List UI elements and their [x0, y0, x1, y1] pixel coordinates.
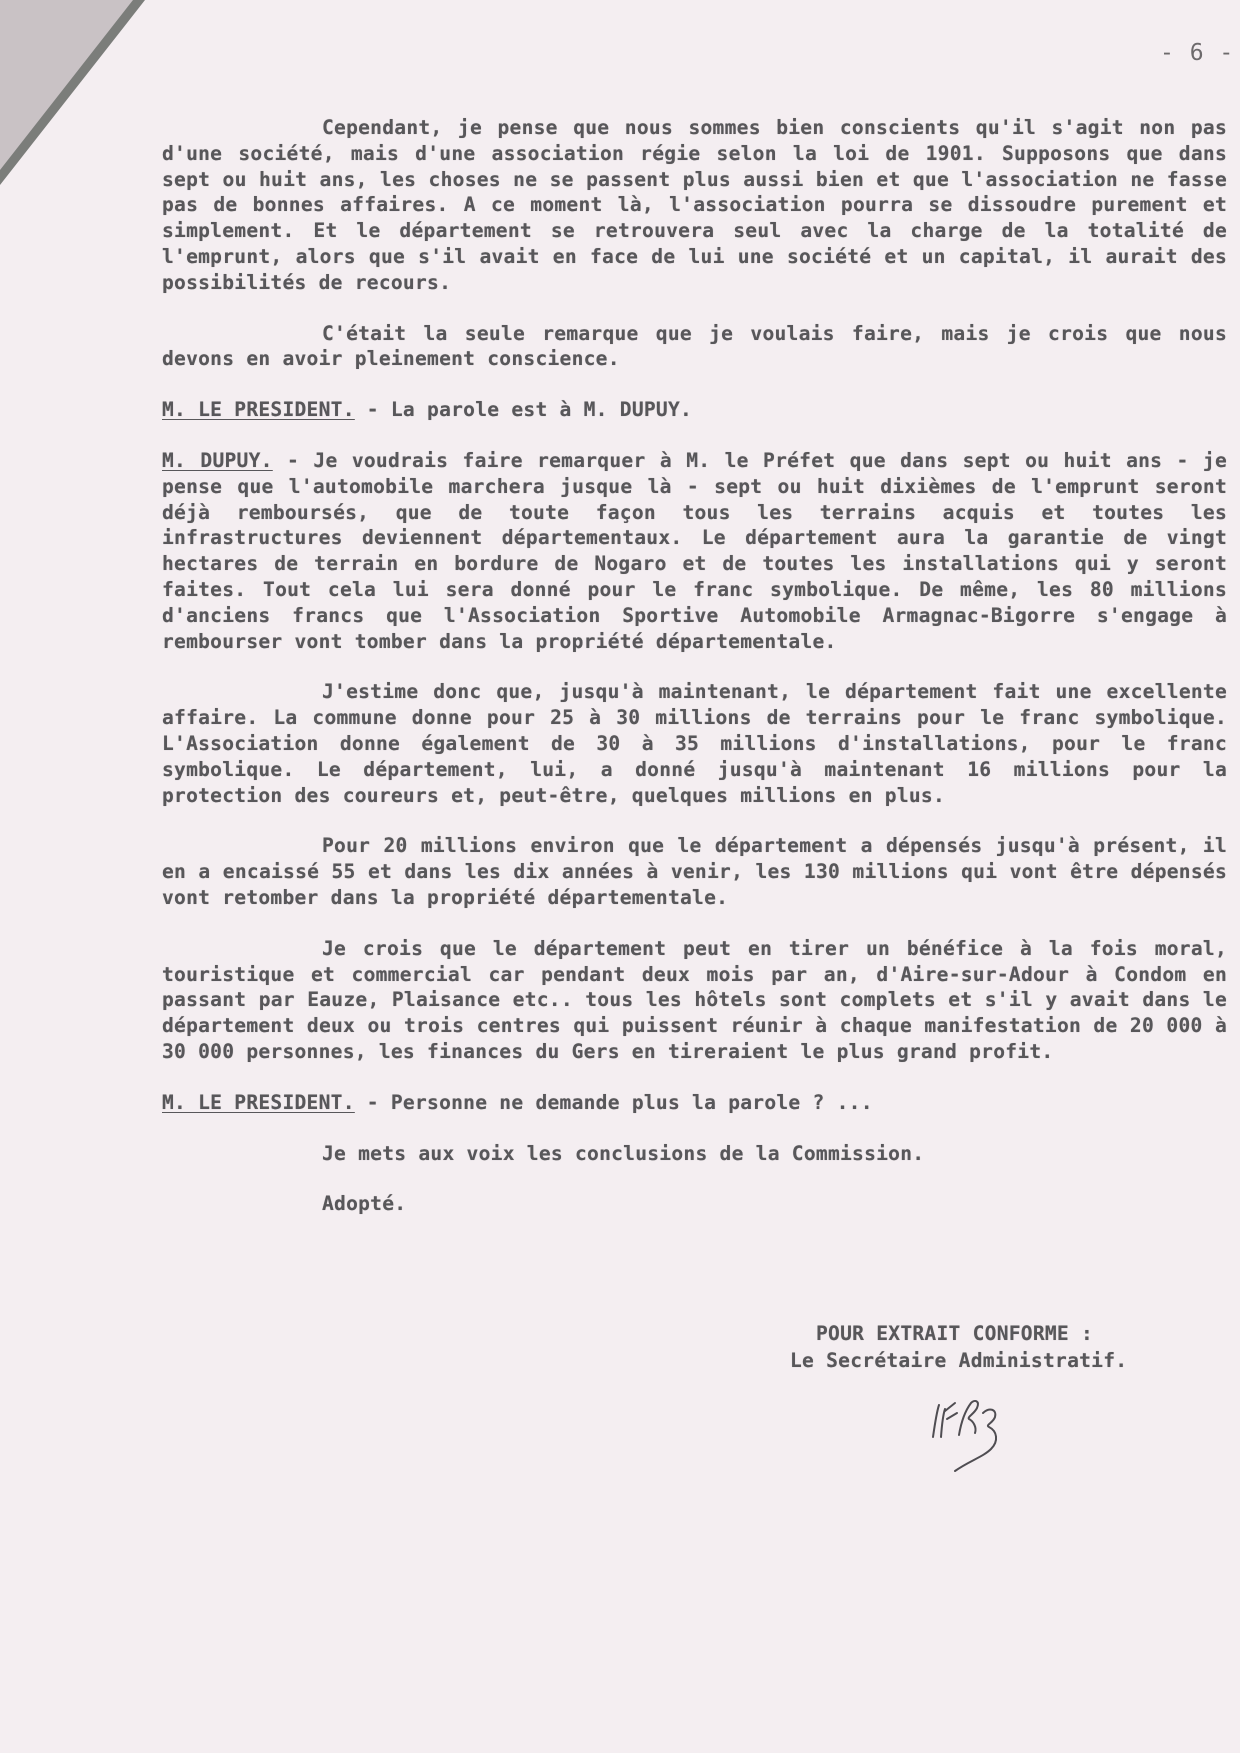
speaker-paragraph-president-2	[162, 1090, 1227, 1116]
paragraph-adopted: Adopté.	[322, 1192, 407, 1216]
speaker-name: M. LE PRESIDENT.	[162, 398, 355, 422]
speaker-paragraph-dupuy	[162, 448, 1227, 654]
folded-corner-highlight	[0, 0, 133, 170]
paragraph-7: Je crois que le département peut en tirer un bénéfice à la fois moral, touristique et commercial car pendant deux mois par an, d'Aire-sur-Adour à Condom en passant par Eauze, Plaisance etc.. tous les hôtels sont complets et s'il y avait dans le département deux ou trois centres qui puissent réunir à chaque manifestation de 20 000 à 30 000 personnes, les finances du Gers en tireraient le plus grand profit.	[162, 936, 1227, 1063]
handwritten-signature-icon	[925, 1375, 1025, 1475]
paragraph-1: Cependant, je pense que nous sommes bien conscients qu'il s'agit non pas d'une société, mais d'une association régie selon la loi de 1901. Supposons que dans sept ou huit ans, les choses ne se passent plus aussi bien et que l'association ne fasse pas de bonnes affaires. A ce moment là, l'association pourra se dissoudre purement et simplement. Et le département se retrouvera seul avec la charge de la totalité de l'emprunt, alors que s'il avait en face de lui une société et un capital, il aurait des possibilités de recours.	[162, 116, 1227, 294]
speech-text: - Je voudrais faire remarquer à M. le Préfet que dans sept ou huit ans - je pense que l'automobile marchera jusque là - sept ou huit dixièmes de l'emprunt seront déjà remboursés, que de toute façon tous les terrains acquis et toutes les infrastructures deviennent départementaux. Le département aura la garantie de vingt hectares de terrain en bordure de Nogaro et de toutes les installations qui y seront faites. Tout cela lui sera donné pour le franc symbolique. De même, les 80 millions d'anciens francs que l'Association Sportive Automobile Armagnac-Bigorre s'engage à rembourser vont tomber dans la propriété départementale.	[162, 448, 1227, 653]
speech-text: - La parole est à M. DUPUY.	[354, 398, 693, 422]
paragraph-2: C'était la seule remarque que je voulais faire, mais je crois que nous devons en avoir pleinement conscience.	[162, 321, 1227, 371]
closing-certification: POUR EXTRAIT CONFORME :	[816, 1322, 1094, 1345]
speech-text: - Personne ne demande plus la parole ? ...	[354, 1090, 873, 1114]
speaker-name: M. LE PRESIDENT.	[162, 1090, 355, 1114]
closing-signatory-title: Le Secrétaire Administratif.	[790, 1349, 1128, 1372]
closing-block	[790, 1320, 1127, 1374]
paragraph-vote: Je mets aux voix les conclusions de la Commission.	[322, 1141, 925, 1165]
paragraph-5: J'estime donc que, jusqu'à maintenant, le département fait une excellente affaire. La commune donne pour 25 à 30 millions de terrains pour le franc symbolique. L'Association donne également de 30 à 35 millions d'installations, pour le franc symbolique. Le département, lui, a donné jusqu'à maintenant 16 millions pour la protection des coureurs et, peut-être, quelques millions en plus.	[162, 680, 1227, 807]
speaker-paragraph-president-1	[162, 397, 1227, 423]
document-body	[162, 115, 1227, 1242]
paragraph-6: Pour 20 millions environ que le département a dépensés jusqu'à présent, il en a encaissé 55 et dans les dix années à venir, les 130 millions qui vont être dépensés vont retomber dans la propriété départementale.	[162, 834, 1227, 909]
page-number: - 6 -	[1160, 40, 1235, 66]
speaker-name: M. DUPUY.	[162, 448, 273, 472]
